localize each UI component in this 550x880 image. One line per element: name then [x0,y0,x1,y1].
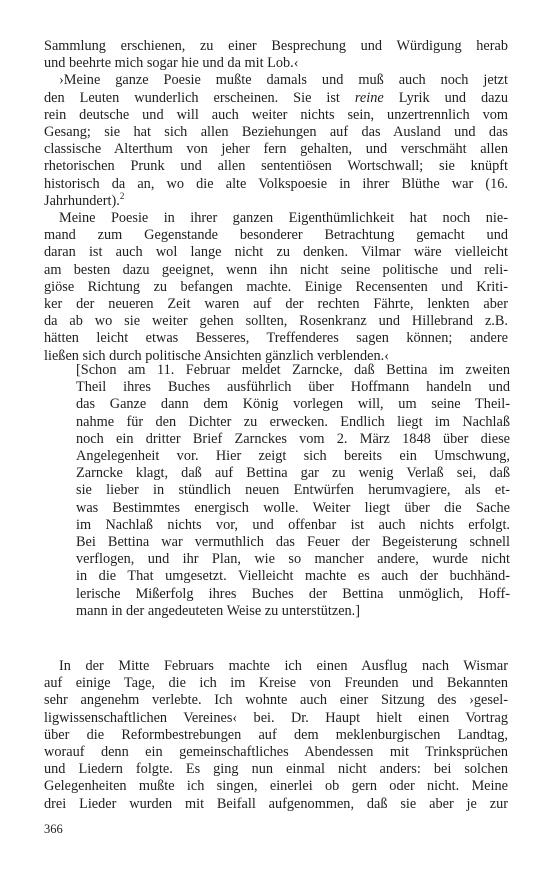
note-line: Angelegenheit vor. Hier zeigt sich bereits ein Umschwung, [76,448,510,465]
closing-paragraph [44,658,508,813]
text-line: daran ist auch wol lange nicht zu denken. Vilmar wäre vielleicht [44,244,508,261]
note-line: [Schon am 11. Februar meldet Zarncke, daß Bettina im zweiten [76,362,510,378]
text-line: und Liedern folgte. Es ging nun einmal nicht anders: bei solchen [44,761,508,778]
text-line: mand zum Gegenstande besonderer Betrachtung gemacht und [44,227,508,244]
text-line: ligwissenschaftlichen Vereines‹ bei. Dr. Haupt hielt einen Vortrag [44,709,508,726]
note-line: sie lieber in stündlich neuen Entwürfen herumvagiere, als et- [76,482,510,499]
text-line: classische Alterthum von jeher fern gehalten, und verschmäht allen [44,141,508,158]
text-line: auf einige Tage, die ich im Kreise von Freunden und Bekannten [44,675,508,692]
text-line: drei Lieder wurden mit Beifall aufgenommen, daß sie aber je zur [44,795,508,812]
note-line: noch ein dritter Brief Zarnckes vom 2. März 1848 über diese [76,430,510,447]
editorial-note [76,362,510,620]
note-line: im Nachlaß nichts vor, und offenbar ist auch nichts erfolgt. [76,516,510,533]
text-run: Lyrik und dazu [398,89,509,106]
note-line: verflogen, und ihr Plan, wie so mancher andere, wurde nicht [76,551,510,568]
main-text [44,38,508,365]
text-line: historisch da an, wo die alte Volkspoesie in ihrer Blüthe war (16. [44,175,508,192]
text-line: giöse Richtung zu befangen machte. Einige Recensenten und Kriti- [44,278,508,295]
note-line: mann in der angedeuteten Weise zu unterstützen.] [76,602,361,619]
text-line: da ab wo sie weiter gehen sollten, Rosenkranz und Hillebrand z.B. [44,313,508,330]
emphasis-text: reine [354,89,384,106]
text-line: rhetorischen Prunk und allen sententiösen Wortschwall; sie knüpft [44,158,508,175]
text-line: sehr angenehm verlebte. Ich wohnte auch einer Sitzung des ›gesel- [44,692,508,709]
text-line: ›Meine ganze Poesie mußte damals und muß auch noch jetzt [59,72,508,89]
text-line: worauf denn ein gemeinschaftliches Abendessen mit Trinksprüchen [44,744,508,761]
note-line: Bei Bettina war vermuthlich das Feuer der Begeisterung schnell [76,534,510,551]
text-run: den Leuten wunderlich erscheinen. Sie ist [44,89,340,106]
text-line: hätten leicht etwas Besseres, Treffenderes sagen können; andere [44,330,508,347]
text-line: am besten dazu geeignet, wenn ihn nicht seine politische und reli- [44,261,508,278]
text-line: Meine Poesie in ihrer ganzen Eigenthümlichkeit hat noch nie- [59,210,508,227]
note-line: in die That umgesetzt. Vielleicht machte es auch der buchhänd- [76,568,510,585]
text-line: ließen sich durch politische Ansichten gänzlich verblenden.‹ [44,347,390,364]
note-line: Theil ihres Buches ausführlich über Hoffmann handeln und [76,379,510,396]
note-line: das Ganze dann dem König vorlegen will, um seine Theil- [76,396,510,413]
text-line: und beehrte mich sogar hie und da mit Lob.‹ [44,55,299,72]
text-line: Sammlung erschienen, zu einer Besprechung und Würdigung herab [44,38,508,54]
text-line [44,90,508,107]
page-number: 366 [44,822,63,836]
text-line [44,190,508,210]
text-line: über die Reformbestrebungen auf dem meklenburgischen Landtag, [44,726,508,743]
text-line: ker der neueren Zeit waren auf der rechten Fährte, lenkten aber [44,296,508,313]
footnote-marker[interactable]: 2 [119,190,125,201]
text-line: In der Mitte Februars machte ich einen Ausflug nach Wismar [59,658,508,674]
text-line: rein deutsche und will auch weiter nichts sein, unzertrennlich vom [44,106,508,123]
text-run: Jahrhundert). [44,192,120,209]
note-line: was Bestimmtes energisch wolle. Weiter liegt über die Sache [76,499,510,516]
note-line: nahme für den Dichter zu erwecken. Endlich liegt im Nachlaß [76,413,510,430]
text-line: Gesang; sie hat sich allen Beziehungen auf das Ausland und das [44,124,508,141]
text-line: Gelegenheiten mußte ich singen, einerlei ob gern oder nicht. Meine [44,778,508,795]
note-line: Zarncke klagt, daß auf Bettina gar zu wenig Verlaß sei, daß [76,465,510,482]
note-line: lerische Mißerfolg ihres Buches der Bettina unmöglich, Hoff- [76,585,510,602]
